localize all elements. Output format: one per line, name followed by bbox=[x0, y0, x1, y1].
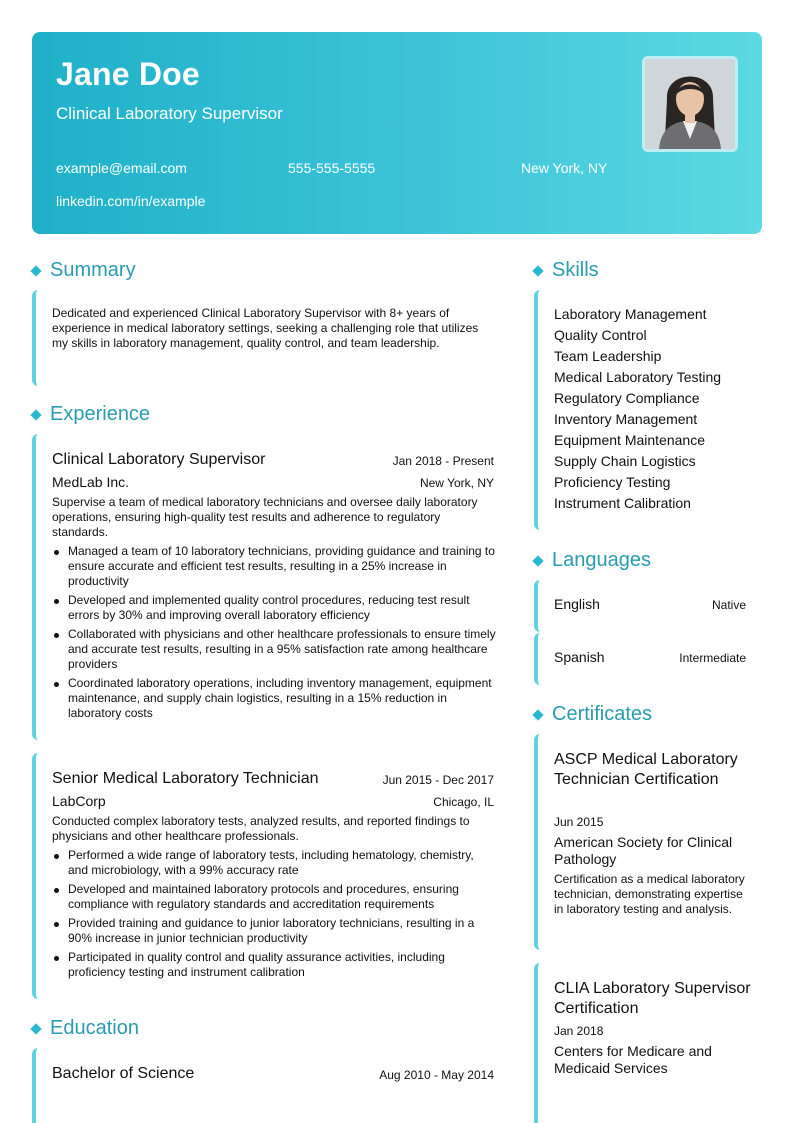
job-location: Chicago, IL bbox=[433, 795, 494, 809]
job-description: Conducted complex laboratory tests, analyzed results, and reported findings to physicians and other healthcare professionals. bbox=[52, 814, 470, 843]
job-dates: Jan 2018 - Present bbox=[392, 454, 494, 468]
education-dates: Aug 2010 - May 2014 bbox=[379, 1068, 494, 1082]
language-name: Spanish bbox=[554, 649, 605, 665]
skills-heading-label: Skills bbox=[552, 259, 599, 281]
contact-email[interactable]: example@email.com bbox=[56, 160, 187, 176]
list-item: Equipment Maintenance bbox=[554, 432, 705, 448]
list-item: Performed a wide range of laboratory tests, including hematology, chemistry, and microbiology, with a 99% accuracy rate bbox=[52, 848, 496, 878]
certificate-date: Jan 2018 bbox=[554, 1024, 604, 1038]
education-heading bbox=[30, 1017, 139, 1040]
language-row bbox=[534, 633, 762, 685]
job-company: LabCorp bbox=[52, 793, 106, 809]
resume-header bbox=[32, 32, 762, 234]
education-block bbox=[32, 1048, 502, 1123]
diamond-icon bbox=[30, 409, 41, 420]
summary-heading-label: Summary bbox=[50, 259, 136, 281]
list-item: Quality Control bbox=[554, 327, 647, 343]
language-name: English bbox=[554, 596, 600, 612]
skills-heading bbox=[532, 259, 599, 282]
list-item: Regulatory Compliance bbox=[554, 390, 700, 406]
certificate-title: CLIA Laboratory Supervisor Certification bbox=[554, 980, 751, 1017]
language-level: Intermediate bbox=[679, 651, 746, 665]
languages-heading bbox=[532, 549, 651, 572]
list-item: Developed and maintained laboratory protocols and procedures, ensuring compliance with regulatory standards and accreditation requirements bbox=[52, 882, 496, 912]
certificate-issuer: American Society for Clinical Pathology bbox=[554, 834, 733, 867]
job-description: Supervise a team of medical laboratory technicians and oversee daily laboratory operations, ensuring high-quality test results and adherence to regulatory standards. bbox=[52, 495, 478, 539]
contact-phone[interactable]: 555-555-5555 bbox=[288, 160, 376, 176]
education-degree: Bachelor of Science bbox=[52, 1065, 195, 1082]
diamond-icon bbox=[532, 709, 543, 720]
diamond-icon bbox=[532, 265, 543, 276]
job-title: Senior Medical Laboratory Technician bbox=[52, 770, 319, 787]
list-item: Inventory Management bbox=[554, 411, 698, 427]
language-level: Native bbox=[711, 598, 746, 612]
list-item: Collaborated with physicians and other healthcare professionals to ensure timely and accurate test results, resulting in a 95% satisfaction rate among healthcare providers bbox=[52, 627, 496, 672]
summary-heading bbox=[30, 259, 136, 282]
certificates-heading-label: Certificates bbox=[552, 703, 653, 725]
experience-heading-label: Experience bbox=[50, 403, 151, 425]
summary-text: Dedicated and experienced Clinical Laboratory Supervisor with 8+ years of experience in medical laboratory settings, seeking a challenging role that utilizes my skills in laboratory management, quality control, and team leadership. bbox=[52, 306, 479, 350]
diamond-icon bbox=[30, 265, 41, 276]
certificate-title: ASCP Medical Laboratory Technician Certification bbox=[554, 751, 738, 788]
list-item: Developed and implemented quality control procedures, reducing test result errors by 30% and improving overall laboratory efficiency bbox=[52, 593, 496, 623]
experience-heading bbox=[30, 403, 150, 426]
list-item: Participated in quality control and quality assurance activities, including proficiency testing and instrument calibration bbox=[52, 950, 496, 980]
profile-photo-illustration bbox=[645, 59, 735, 149]
certificate-date: Jun 2015 bbox=[554, 815, 604, 829]
list-item: Provided training and guidance to junior laboratory technicians, resulting in a 90% increase in junior technician productivity bbox=[52, 916, 496, 946]
diamond-icon bbox=[532, 555, 543, 566]
list-item: Proficiency Testing bbox=[554, 474, 671, 490]
education-heading-label: Education bbox=[50, 1017, 139, 1039]
certificates-heading bbox=[532, 703, 652, 726]
job-title: Clinical Laboratory Supervisor bbox=[52, 451, 266, 468]
languages-heading-label: Languages bbox=[552, 549, 651, 571]
profile-photo bbox=[642, 56, 738, 152]
candidate-name: Jane Doe bbox=[56, 56, 200, 92]
contact-linkedin[interactable]: linkedin.com/in/example bbox=[56, 193, 206, 209]
certificate-issuer: Centers for Medicare and Medicaid Services bbox=[554, 1043, 712, 1076]
list-item: Instrument Calibration bbox=[554, 495, 691, 511]
certificate-description: Certification as a medical laboratory technician, demonstrating expertise in laboratory testing and analysis. bbox=[554, 872, 745, 916]
job-location: New York, NY bbox=[419, 476, 494, 490]
job-dates: Jun 2015 - Dec 2017 bbox=[382, 773, 494, 787]
contact-location: New York, NY bbox=[521, 160, 608, 176]
list-item: Laboratory Management bbox=[554, 306, 707, 322]
job-bullets bbox=[52, 848, 496, 984]
language-row bbox=[534, 580, 762, 632]
list-item: Managed a team of 10 laboratory technicians, providing guidance and training to ensure accurate and efficient test results, resulting in a 25% increase in productivity bbox=[52, 544, 496, 589]
list-item: Supply Chain Logistics bbox=[554, 453, 696, 469]
candidate-title: Clinical Laboratory Supervisor bbox=[56, 104, 283, 123]
skills-list bbox=[554, 304, 721, 514]
list-item: Medical Laboratory Testing bbox=[554, 369, 722, 385]
job-company: MedLab Inc. bbox=[52, 474, 130, 490]
list-item: Team Leadership bbox=[554, 348, 662, 364]
diamond-icon bbox=[30, 1023, 41, 1034]
list-item: Coordinated laboratory operations, including inventory management, equipment maintenance, and supply chain logistics, resulting in a 15% reduction in laboratory costs bbox=[52, 676, 496, 721]
job-bullets bbox=[52, 544, 496, 725]
